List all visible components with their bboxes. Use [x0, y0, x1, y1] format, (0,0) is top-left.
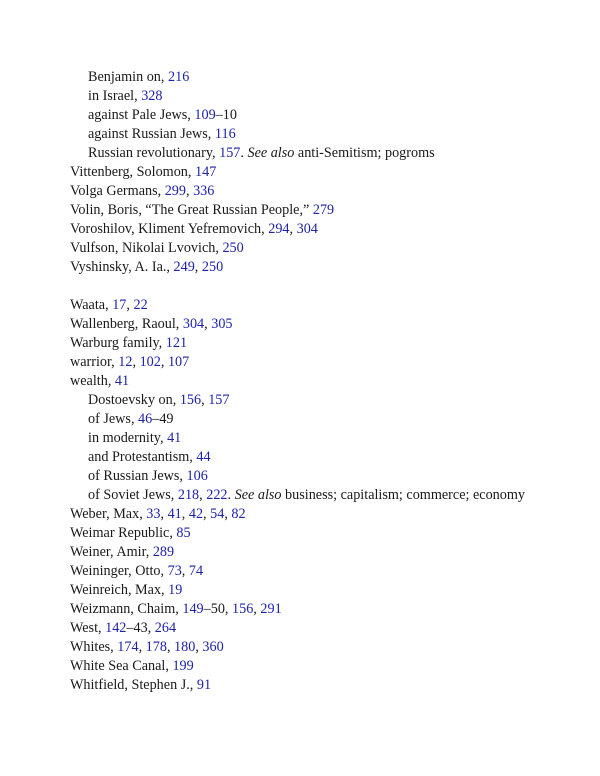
entry-text: of Jews, — [88, 411, 139, 427]
entry-text: , — [138, 639, 146, 655]
index-entry — [70, 657, 580, 676]
entry-text: West, — [70, 620, 106, 636]
entry-text: against Russian Jews, — [88, 126, 215, 142]
entry-text: Vittenberg, Solomon, — [70, 164, 195, 180]
index-entry — [70, 182, 580, 201]
page-reference-link[interactable]: 156 — [232, 601, 254, 617]
entry-text: in modernity, — [88, 430, 168, 446]
index-entry — [70, 220, 580, 239]
index-entry — [70, 296, 580, 315]
see-also-label: See also — [247, 145, 295, 161]
entry-text: , — [194, 259, 202, 275]
entry-text: , — [126, 297, 134, 313]
page-reference-link[interactable]: 304 — [182, 316, 205, 332]
page-reference-link[interactable]: 305 — [211, 316, 233, 332]
entry-text: Benjamin on, — [88, 69, 168, 85]
index-entry — [70, 600, 580, 619]
index-entry — [70, 581, 580, 600]
entry-text: Wallenberg, Raoul, — [70, 316, 183, 332]
index-entry — [70, 239, 580, 258]
page-reference-link[interactable]: 17 — [112, 297, 127, 313]
entry-text: Weizmann, Chaim, — [70, 601, 183, 617]
letter-section-gap — [70, 277, 580, 296]
page-reference-link[interactable]: 19 — [168, 582, 183, 598]
entry-text: , — [195, 639, 203, 655]
index-entry — [70, 201, 580, 220]
see-also-label: See also — [234, 487, 282, 503]
entry-text: , — [203, 506, 211, 522]
entry-text: wealth, — [70, 373, 115, 389]
entry-text: of Soviet Jews, — [88, 487, 178, 503]
page-reference-link[interactable]: 222 — [206, 487, 228, 503]
index-entry — [70, 676, 580, 695]
page-reference-link[interactable]: 91 — [196, 677, 212, 693]
entry-text: Volga Germans, — [70, 183, 165, 199]
page-reference-link[interactable]: 41 — [114, 373, 130, 389]
page-reference-link[interactable]: 294 — [268, 221, 290, 237]
entry-text: . — [240, 145, 248, 161]
page-reference-link[interactable]: 279 — [312, 202, 335, 218]
page-reference-link[interactable]: 291 — [260, 601, 282, 617]
entry-text: Weimar Republic, — [70, 525, 177, 541]
page-reference-link[interactable]: 336 — [193, 183, 215, 199]
page-reference-link[interactable]: 289 — [152, 544, 175, 560]
entry-text: Warburg family, — [70, 335, 166, 351]
entry-text: . — [227, 487, 235, 503]
page-reference-link[interactable]: 328 — [141, 88, 163, 104]
index-entry — [70, 334, 580, 353]
page-reference-link[interactable]: 102 — [139, 354, 161, 370]
entry-text: , — [132, 354, 140, 370]
entry-text: , — [224, 506, 232, 522]
entry-text: , — [160, 506, 168, 522]
entry-text: anti-Semitism; pogroms — [294, 145, 435, 161]
page-reference-link[interactable]: 250 — [222, 240, 244, 256]
page-reference-link[interactable]: 299 — [164, 183, 186, 199]
page-reference-link[interactable]: 73 — [167, 563, 182, 579]
entry-text: business; capitalism; commerce; economy — [281, 487, 525, 503]
page-reference-link[interactable]: 149 — [182, 601, 204, 617]
entry-text: , — [181, 506, 189, 522]
entry-text: Waata, — [70, 297, 113, 313]
index-subentry — [70, 125, 580, 144]
entry-text: –50, — [203, 601, 232, 617]
entry-text: , — [201, 392, 209, 408]
index-entry — [70, 372, 580, 391]
page-reference-link[interactable]: 250 — [201, 259, 224, 275]
index-entry — [70, 258, 580, 277]
entry-text: Weinreich, Max, — [70, 582, 169, 598]
index-entry — [70, 315, 580, 334]
index-entry — [70, 353, 580, 372]
page-reference-link[interactable]: 178 — [145, 639, 167, 655]
page-reference-link[interactable]: 12 — [118, 354, 133, 370]
entry-text: –43, — [126, 620, 155, 636]
page-reference-link[interactable]: 41 — [167, 430, 182, 446]
page-reference-link[interactable]: 264 — [154, 620, 177, 636]
page-reference-link[interactable]: 109 — [194, 107, 216, 123]
page-reference-link[interactable]: 216 — [168, 69, 190, 85]
index-subentry — [70, 391, 580, 410]
page-reference-link[interactable]: 249 — [173, 259, 195, 275]
entry-text: Volin, Boris, “The Great Russian People,” — [70, 202, 313, 218]
page-reference-link[interactable]: 174 — [117, 639, 139, 655]
index-entry — [70, 163, 580, 182]
index-subentry — [70, 429, 580, 448]
entry-text: warrior, — [70, 354, 119, 370]
page-reference-link[interactable]: 142 — [105, 620, 127, 636]
index-entry — [70, 619, 580, 638]
page-reference-link[interactable]: 157 — [219, 145, 241, 161]
entry-text: , — [185, 183, 194, 199]
index-subentry — [70, 448, 580, 467]
page-reference-link[interactable]: 180 — [174, 639, 196, 655]
page-reference-link[interactable]: 41 — [167, 506, 182, 522]
entry-text: Weber, Max, — [70, 506, 147, 522]
entry-text: Vulfson, Nikolai Lvovich, — [70, 240, 223, 256]
page-reference-link[interactable]: 74 — [188, 563, 204, 579]
page-reference-link[interactable]: 157 — [208, 392, 230, 408]
entry-text: Russian revolutionary, — [88, 145, 220, 161]
entry-text: Voroshilov, Kliment Yefremovich, — [70, 221, 269, 237]
page-reference-link[interactable]: 33 — [146, 506, 161, 522]
page-reference-link[interactable]: 54 — [210, 506, 225, 522]
index-subentry — [70, 87, 580, 106]
entry-text: of Russian Jews, — [88, 468, 187, 484]
entry-text: –49 — [152, 411, 174, 427]
page-reference-link[interactable]: 42 — [188, 506, 204, 522]
entry-text: Weiner, Amir, — [70, 544, 153, 560]
index-subentry — [70, 410, 580, 429]
page-reference-link[interactable]: 46 — [138, 411, 153, 427]
index-entry — [70, 562, 580, 581]
entry-text: Whitfield, Stephen J., — [70, 677, 197, 693]
page-reference-link[interactable]: 82 — [231, 506, 246, 522]
entry-text: Whites, — [70, 639, 118, 655]
index-entry — [70, 505, 580, 524]
index-subentry — [70, 106, 580, 125]
entry-text: Weininger, Otto, — [70, 563, 168, 579]
index-subentry — [70, 68, 580, 87]
page-reference-link[interactable]: 121 — [165, 335, 188, 351]
entry-text: , — [253, 601, 261, 617]
page-reference-link[interactable]: 85 — [176, 525, 191, 541]
index-subentry — [70, 144, 580, 163]
entry-text: , — [160, 354, 168, 370]
entry-text: , — [166, 639, 175, 655]
entry-text: and Protestantism, — [88, 449, 197, 465]
index-entry-list — [70, 68, 580, 695]
page-reference-link[interactable]: 147 — [195, 164, 217, 180]
page-reference-link[interactable]: 156 — [179, 392, 202, 408]
entry-text: , — [204, 316, 212, 332]
entry-text: White Sea Canal, — [70, 658, 173, 674]
page-reference-link[interactable]: 22 — [133, 297, 148, 313]
index-subentry — [70, 467, 580, 486]
entry-text: , — [181, 563, 189, 579]
index-entry — [70, 638, 580, 657]
entry-text: against Pale Jews, — [88, 107, 195, 123]
page-reference-link[interactable]: 116 — [214, 126, 236, 142]
index-entry — [70, 543, 580, 562]
page-reference-link[interactable]: 304 — [296, 221, 318, 237]
page-reference-link[interactable]: 218 — [177, 487, 200, 503]
index-entry — [70, 524, 580, 543]
page-reference-link[interactable]: 44 — [196, 449, 211, 465]
entry-text: Vyshinsky, A. Ia., — [70, 259, 174, 275]
page-reference-link[interactable]: 199 — [172, 658, 194, 674]
entry-text: –10 — [215, 107, 237, 123]
page-reference-link[interactable]: 107 — [167, 354, 190, 370]
page-reference-link[interactable]: 360 — [202, 639, 224, 655]
entry-text: Dostoevsky on, — [88, 392, 180, 408]
page-reference-link[interactable]: 106 — [186, 468, 208, 484]
entry-text: , — [199, 487, 207, 503]
entry-text: in Israel, — [88, 88, 142, 104]
entry-text: , — [289, 221, 297, 237]
index-subentry — [70, 486, 580, 505]
